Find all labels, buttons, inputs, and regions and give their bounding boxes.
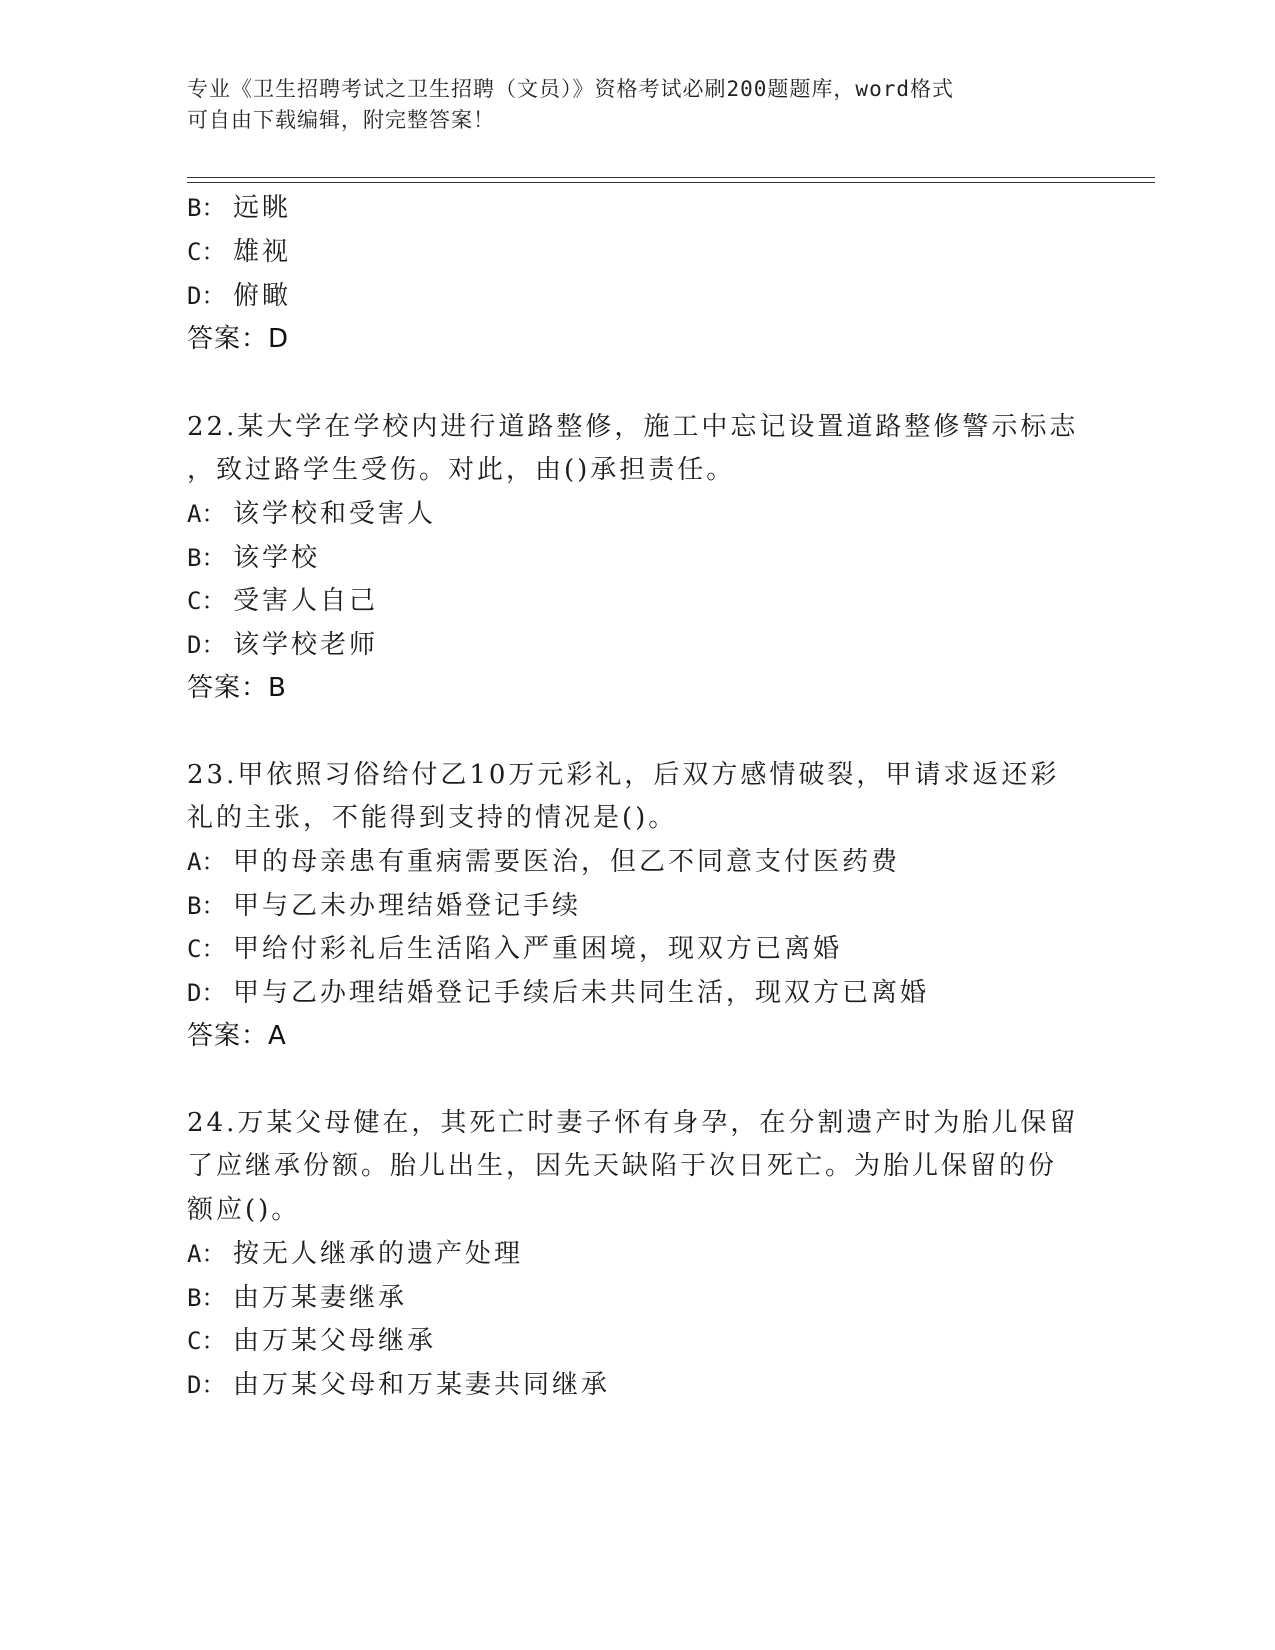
q24-stem-line-2: 了应继承份额。胎儿出生，因先天缺陷于次日死亡。为胎儿保留的份 [187,1151,1058,1181]
option-letter: B： [187,194,226,222]
option-text: 该学校老师 [233,630,379,660]
q22-option-b [187,537,320,574]
q21-option-b [187,187,291,224]
option-text: 甲给付彩礼后生活陷入严重困境，现双方已离婚 [233,934,843,964]
option-letter: D： [187,631,226,659]
q24-option-a [187,1233,523,1270]
option-letter: C： [187,238,226,266]
option-letter: A： [187,1240,226,1268]
q22-option-d [187,624,378,661]
option-letter: A： [187,500,226,528]
option-text: 由万某父母继承 [233,1326,437,1356]
option-text: 该学校 [233,543,321,573]
header-line-2: 可自由下载编辑，附完整答案！ [187,108,495,132]
q23-option-c [187,928,842,965]
option-text: 远眺 [233,193,292,223]
option-text: 甲与乙未办理结婚登记手续 [233,891,582,921]
option-letter: C： [187,935,226,963]
q23-stem-line-1: 23.甲依照习俗给付乙10万元彩礼，后双方感情破裂，甲请求返还彩 [187,760,1060,790]
option-letter: B： [187,544,226,572]
option-letter: D： [187,1371,226,1399]
q23-stem-line-2: 礼的主张，不能得到支持的情况是()。 [187,803,678,833]
option-text: 由万某妻继承 [233,1283,408,1313]
q21-answer: 答案：D [187,324,290,354]
option-letter: C： [187,1327,226,1355]
option-letter: C： [187,587,226,615]
q21-option-d [187,275,291,312]
option-text: 雄视 [233,237,292,267]
q22-option-c [187,580,378,617]
option-letter: A： [187,848,226,876]
q22-stem-line-2: ，致过路学生受伤。对此，由()承担责任。 [187,455,736,485]
q23-option-d [187,972,929,1009]
option-text: 由万某父母和万某妻共同继承 [233,1370,611,1400]
q22-answer: 答案：B [187,673,287,703]
q21-option-c [187,231,291,268]
document-header [187,74,1067,136]
q23-option-a [187,841,900,878]
q24-option-b [187,1277,407,1314]
option-text: 甲与乙办理结婚登记手续后未共同生活，现双方已离婚 [233,978,930,1008]
option-letter: D： [187,282,226,310]
option-text: 按无人继承的遗产处理 [233,1239,524,1269]
q22-stem-line-1: 22.某大学在学校内进行道路整修，施工中忘记设置道路整修警示标志 [187,412,1079,442]
q24-stem-line-1: 24.万某父母健在，其死亡时妻子怀有身孕，在分割遗产时为胎儿保留 [187,1108,1079,1138]
q22-option-a [187,493,436,530]
option-text: 该学校和受害人 [233,499,437,529]
option-text: 受害人自己 [233,586,379,616]
header-divider-top [187,177,1155,178]
q24-option-c [187,1320,436,1357]
option-letter: B： [187,892,226,920]
q23-option-b [187,885,581,922]
header-divider-bottom [187,182,1155,183]
q24-option-d [187,1364,610,1401]
option-letter: D： [187,979,226,1007]
q23-answer: 答案：A [187,1021,287,1051]
option-text: 甲的母亲患有重病需要医治，但乙不同意支付医药费 [233,847,901,877]
q24-stem-line-3: 额应()。 [187,1195,301,1225]
option-letter: B： [187,1284,226,1312]
header-line-1: 专业《卫生招聘考试之卫生招聘（文员）》资格考试必刷200题题库，word格式 [187,77,954,101]
option-text: 俯瞰 [233,281,292,311]
